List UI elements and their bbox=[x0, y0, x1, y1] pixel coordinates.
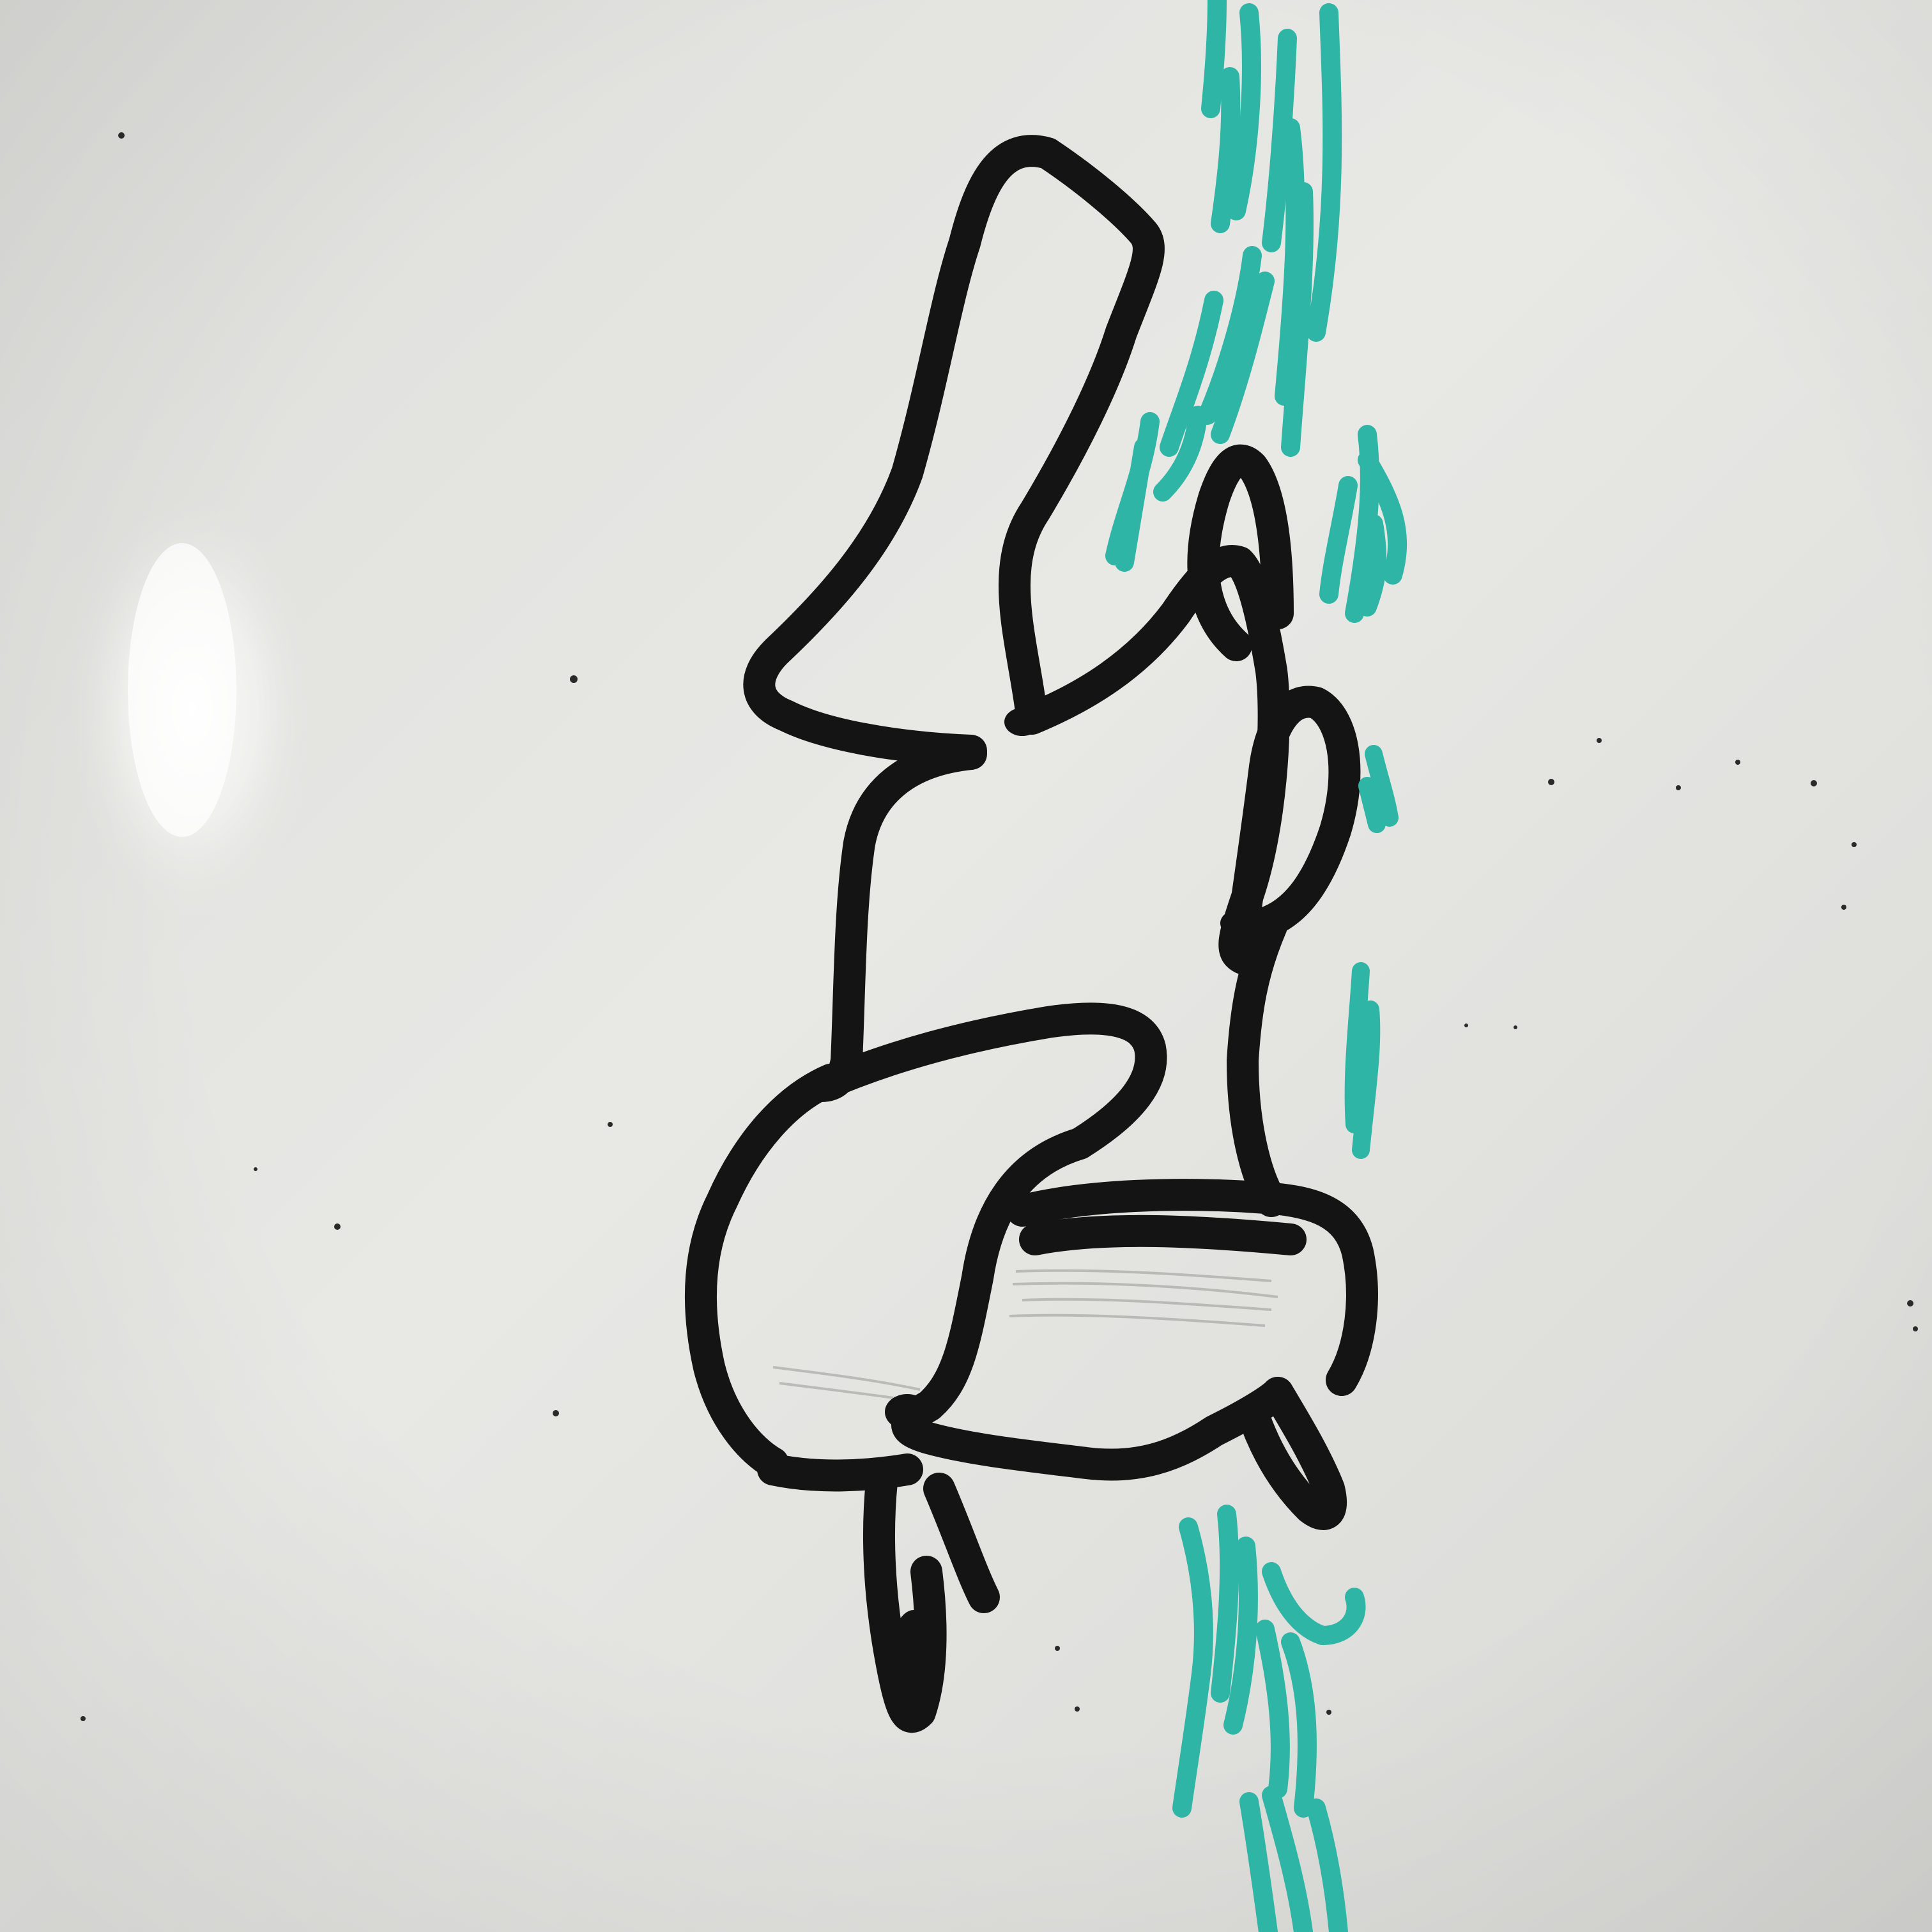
transverse-process-inner bbox=[1035, 1231, 1291, 1239]
glare-core bbox=[128, 543, 236, 837]
